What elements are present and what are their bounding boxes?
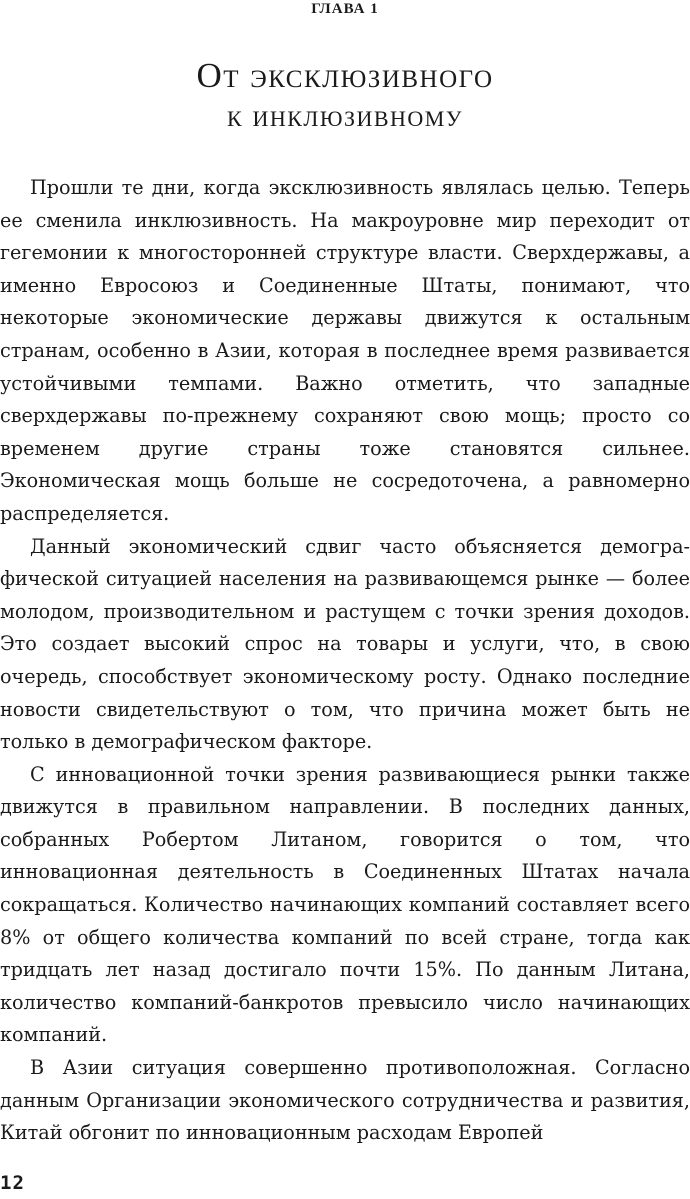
body-text <box>0 172 690 1150</box>
chapter-title <box>0 56 690 136</box>
page-number: 12 <box>0 1172 25 1194</box>
paragraph-2: Данный экономический сдвиг часто объясняется демографической ситуацией населения на развивающемся рынке — более молодом, производительном и растущем с точки зрения доходов. Это создает высокий спрос на товары и услуги, что, в свою очередь, способствует экономическому росту. Однако последние новости свидетельствуют о том, что причина может быть не только в демографическом факторе. <box>0 534 690 754</box>
paragraph-3: С инновационной точки зрения развивающиеся рынки также движутся в правильном направлении. В последних данных, собранных Робертом Литаном, говорится о том, что инновационная деятельность в Соединенных Штатах начала сокращаться. Количество начинающих компаний составляет всего 8% от общего количества компаний по всей стране, тогда как тридцать лет назад достигало почти 15%. По данным Литана, количество компаний-банкротов превысило число начинающих компаний. <box>0 762 690 1047</box>
paragraph-4: В Азии ситуация совершенно противоположная. Согласно данным Организации экономического сотрудничества и развития, Китай обгонит по инновационным расходам Европей <box>0 1056 690 1145</box>
chapter-title-line-1: От эксклюзивного <box>196 56 494 95</box>
chapter-title-line-2: к инклюзивному <box>227 98 463 133</box>
paragraph-1: Прошли те дни, когда эксклюзивность являлась целью. Теперь ее сменила инклюзивность. На макроуровне мир переходит от гегемонии к многосторонней структуре власти. Сверхдержавы, а именно Евросоюз и Соединенные Штаты, понимают, что некоторые экономические державы движутся к остальным странам, особенно в Азии, которая в последнее время развивается устойчивыми темпами. Важно отметить, что западные сверхдержавы по-прежнему сохраняют свою мощь; просто со временем другие страны тоже становятся сильнее. Экономическая мощь больше не сосредоточена, а равномерно распределяется. <box>0 176 690 525</box>
chapter-label: ГЛАВА 1 <box>311 1 379 17</box>
